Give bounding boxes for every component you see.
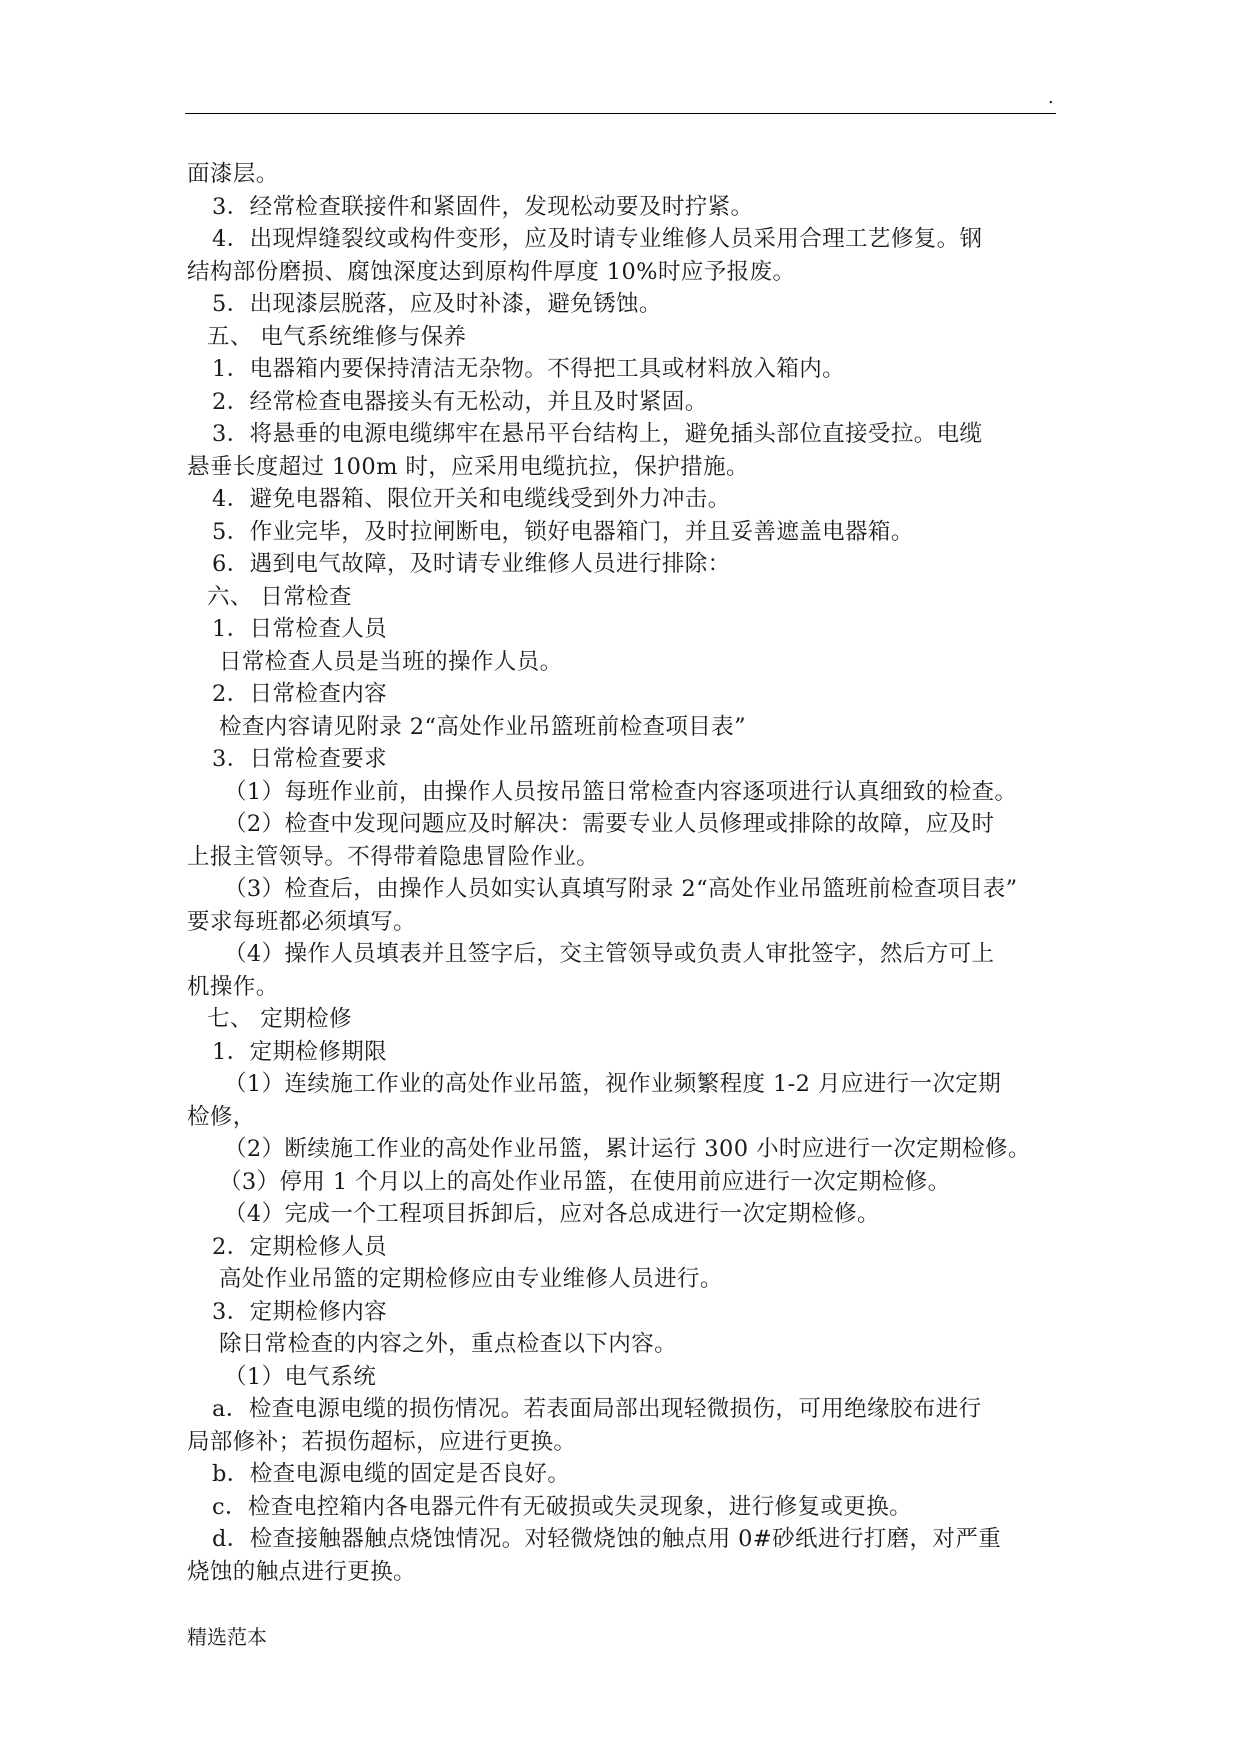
text-line: 2．定期检修人员 bbox=[212, 1233, 388, 1260]
document-body bbox=[187, 158, 1057, 1588]
text-line: 3．日常检查要求 bbox=[212, 746, 388, 772]
text-line: 上报主管领导。不得带着隐患冒险作业。 bbox=[187, 843, 600, 870]
text-line: 五、 电气系统维修与保养 bbox=[207, 323, 467, 350]
text-line: （4）操作人员填表并且签字后，交主管领导或负责人审批签字，然后方可上 bbox=[224, 941, 995, 967]
text-line: （2）检查中发现问题应及时解决：需要专业人员修理或排除的故障，应及时 bbox=[224, 811, 995, 837]
text-line: 面漆层。 bbox=[187, 161, 279, 187]
text-line: （3）停用 1 个月以上的高处作业吊篮，在使用前应进行一次定期检修。 bbox=[219, 1168, 951, 1195]
text-line: c．检查电控箱内各电器元件有无破损或失灵现象，进行修复或更换。 bbox=[212, 1493, 913, 1520]
text-line: 高处作业吊篮的定期检修应由专业维修人员进行。 bbox=[219, 1266, 723, 1292]
text-line: （1）电气系统 bbox=[224, 1363, 377, 1390]
text-line: a．检查电源电缆的损伤情况。若表面局部出现轻微损伤，可用绝缘胶布进行 bbox=[212, 1396, 982, 1422]
text-line: （1）连续施工作业的高处作业吊篮，视作业频繁程度 1-2 月应进行一次定期 bbox=[224, 1071, 1002, 1097]
text-line: （2）断续施工作业的高处作业吊篮，累计运行 300 小时应进行一次定期检修。 bbox=[224, 1136, 1031, 1162]
text-line: 除日常检查的内容之外，重点检查以下内容。 bbox=[219, 1331, 678, 1357]
text-line: 2．经常检查电器接头有无松动，并且及时紧固。 bbox=[212, 388, 708, 415]
text-line: 3．定期检修内容 bbox=[212, 1298, 388, 1325]
text-line: b．检查电源电缆的固定是否良好。 bbox=[212, 1461, 571, 1487]
text-line: 七、 定期检修 bbox=[207, 1006, 352, 1032]
text-line: 机操作。 bbox=[187, 973, 279, 1000]
text-line: 3．经常检查联接件和紧固件，发现松动要及时拧紧。 bbox=[212, 193, 754, 220]
text-line: 检修， bbox=[187, 1103, 256, 1130]
text-line: 检查内容请见附录 2“高处作业吊篮班前检查项目表” bbox=[219, 713, 746, 740]
header-rule bbox=[185, 113, 1056, 114]
text-line: 六、 日常检查 bbox=[207, 583, 352, 610]
text-line: d．检查接触器触点烧蚀情况。对轻微烧蚀的触点用 0#砂纸进行打磨，对严重 bbox=[212, 1526, 1002, 1552]
text-line: 1．日常检查人员 bbox=[212, 616, 388, 642]
text-line: 日常检查人员是当班的操作人员。 bbox=[219, 648, 563, 675]
text-line: （4）完成一个工程项目拆卸后，应对各总成进行一次定期检修。 bbox=[224, 1201, 880, 1227]
text-line: 3．将悬垂的电源电缆绑牢在悬吊平台结构上，避免插头部位直接受拉。电缆 bbox=[212, 421, 983, 447]
text-line: 2．日常检查内容 bbox=[212, 681, 388, 707]
footer-text: 精选范本 bbox=[187, 1625, 267, 1649]
text-line: 悬垂长度超过 100m 时，应采用电缆抗拉，保护措施。 bbox=[187, 453, 749, 480]
text-line: 局部修补；若损伤超标，应进行更换。 bbox=[187, 1428, 577, 1455]
text-line: 5．出现漆层脱落，应及时补漆，避免锈蚀。 bbox=[212, 291, 662, 317]
text-line: 要求每班都必须填写。 bbox=[187, 908, 417, 935]
text-line: 4．避免电器箱、限位开关和电缆线受到外力冲击。 bbox=[212, 486, 731, 512]
text-line: 4．出现焊缝裂纹或构件变形，应及时请专业维修人员采用合理工艺修复。钢 bbox=[212, 226, 983, 252]
text-line: 1．定期检修期限 bbox=[212, 1038, 388, 1065]
text-line: 6．遇到电气故障，及时请专业维修人员进行排除： bbox=[212, 551, 731, 577]
text-line: 烧蚀的触点进行更换。 bbox=[187, 1558, 417, 1585]
text-line: （3）检查后，由操作人员如实认真填写附录 2“高处作业吊篮班前检查项目表” bbox=[224, 876, 1018, 902]
text-line: （1）每班作业前，由操作人员按吊篮日常检查内容逐项进行认真细致的检查。 bbox=[224, 778, 1018, 805]
text-line: 结构部份磨损、腐蚀深度达到原构件厚度 10%时应予报废。 bbox=[187, 258, 796, 285]
text-line: 1．电器箱内要保持清洁无杂物。不得把工具或材料放入箱内。 bbox=[212, 356, 846, 382]
text-line: 5．作业完毕，及时拉闸断电，锁好电器箱门，并且妥善遮盖电器箱。 bbox=[212, 518, 914, 545]
header-mark: . bbox=[1048, 87, 1054, 108]
